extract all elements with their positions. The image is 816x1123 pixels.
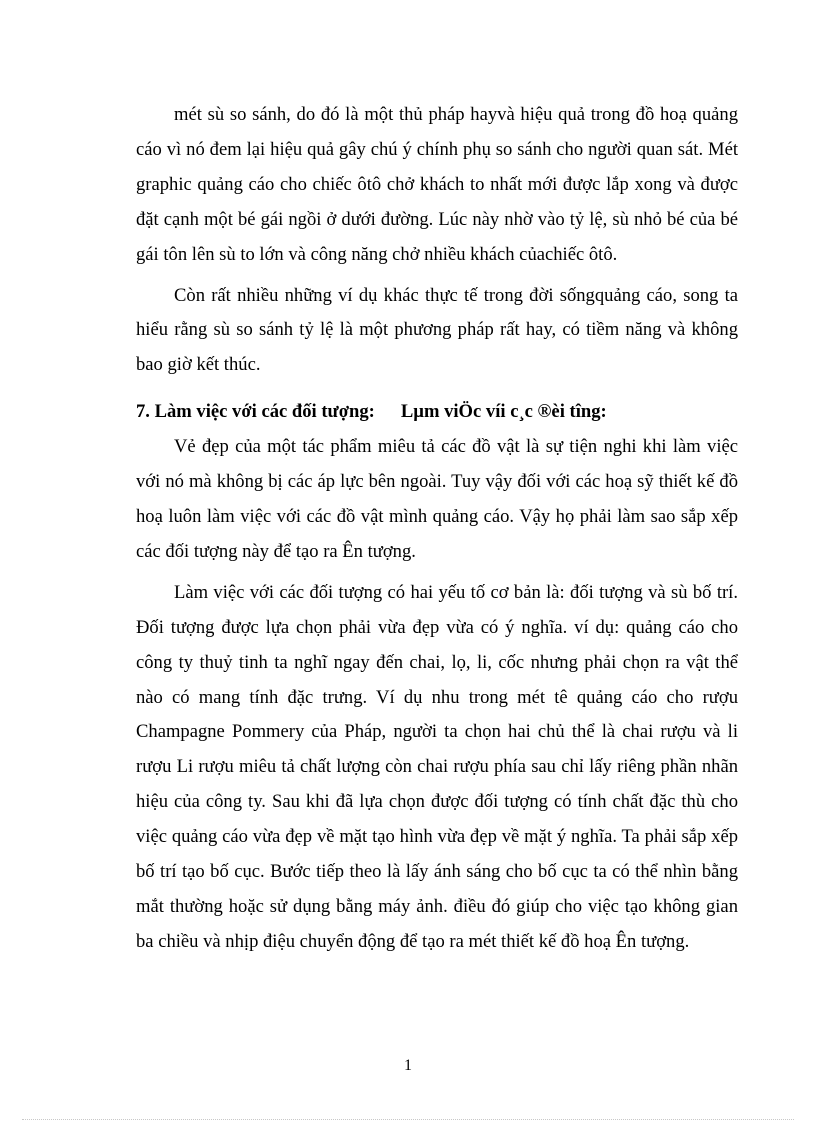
paragraph-object-beauty: Vẻ đẹp của một tác phẩm miêu tả các đồ vật là sự tiện nghi khi làm việc với nó mà không bị các áp lực bên ngoài. Tuy vậy đối với các hoạ sỹ thiết kế đồ hoạ luôn làm việc với các đồ vật mình quảng cáo. Vậy họ phải làm sao sắp xếp các đối tượng này để tạo ra Ên tượng.: [136, 436, 738, 562]
section-heading-text: 7. Làm việc với các đối tượng:: [136, 401, 375, 423]
section-heading: [136, 395, 738, 430]
paragraph-size-comparison: mét sù so sánh, do đó là một thủ pháp hayvà hiệu quả trong đồ hoạ quảng cáo vì nó đem lại hiệu quả gây chú ý chính phụ so sánh cho người quan sát. Mét graphic quảng cáo cho chiếc ôtô chở khách to nhất mới được lắp xong và được đặt cạnh một bé gái ngồi ở dưới đường. Lúc này nhờ vào tỷ lệ, sù nhỏ bé của bé gái tôn lên sù to lớn và công năng chở nhiều khách củachiếc ôtô.: [136, 104, 738, 265]
paragraph-scale-examples: Còn rất nhiều những ví dụ khác thực tế trong đời sốngquảng cáo, song ta hiểu rằng sù so sánh tỷ lệ là một phương pháp rất hay, có tiềm năng và không bao giờ kết thúc.: [136, 284, 738, 376]
paragraph-object-selection: Làm việc với các đối tượng có hai yếu tố cơ bản là: đối tượng và sù bố trí. Đối tượng được lựa chọn phải vừa đẹp vừa có ý nghĩa. ví dụ: quảng cáo cho công ty thuỷ tinh ta nghĩ ngay đến chai, lọ, li, cốc nhưng phải chọn ra vật thể nào có mang tính đặc trưng. Ví dụ nhu trong mét tê quảng cáo cho rượu Champagne Pommery của Pháp, người ta chọn hai chủ thể là chai rượu và li rượu Li rượu miêu tả chất lượng còn chai rượu phía sau chỉ lấy riêng phần nhãn hiệu của công ty. Sau khi đã lựa chọn được đối tượng có tính chất đặc thù cho việc quảng cáo vừa đẹp về mặt tạo hình vừa đẹp về mặt ý nghĩa. Ta phải sắp xếp bố trí tạo bố cục. Bước tiếp theo là lấy ánh sáng cho bố cục ta có thể nhìn bằng mắt thường hoặc sử dụng bằng máy ảnh. điều đó giúp cho việc tạo không gian ba chiều và nhịp điệu chuyển động để tạo ra mét thiết kế đồ hoạ Ên tượng.: [136, 581, 738, 952]
page-bottom-border: [22, 1119, 794, 1120]
section-heading-legacy-encoding: Lµm viÖc víi c¸c ®èi tîng:: [400, 401, 607, 423]
page-number: 1: [404, 1057, 412, 1074]
page-body: [136, 98, 738, 960]
